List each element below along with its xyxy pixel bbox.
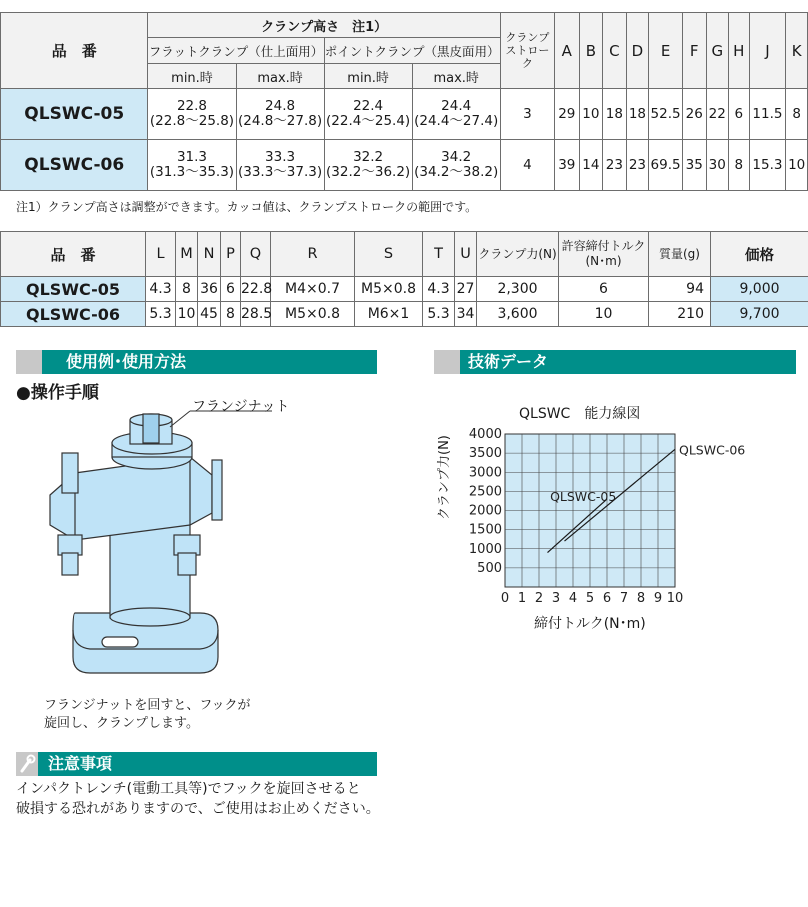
header-model: 品 番: [1, 13, 148, 89]
dim-cell: 52.5: [649, 89, 683, 140]
dim-cell: M5×0.8: [355, 277, 423, 302]
x-tick-label: 7: [619, 591, 629, 606]
value: 24.4: [441, 98, 472, 114]
chart-title: QLSWC 能力線図: [519, 406, 641, 422]
y-tick-label: 1000: [468, 541, 502, 557]
header-mass: 質量(g): [649, 232, 711, 277]
x-tick-label: 6: [602, 591, 612, 606]
mass-cell: 94: [649, 277, 711, 302]
force-cell: 3,600: [477, 302, 559, 327]
left-bolt-lower: [62, 553, 78, 575]
header-dim-b: B: [579, 13, 603, 89]
x-tick-label: 1: [517, 591, 527, 606]
y-tick-label: 4000: [468, 427, 502, 442]
value: 32.2: [353, 149, 384, 165]
dim-cell: 4.3: [423, 277, 455, 302]
dim-cell: 28.5: [241, 302, 271, 327]
model-cell: QLSWC-06: [1, 302, 146, 327]
flange-nut-callout: フランジナット: [192, 399, 290, 415]
table-row: [1, 302, 808, 327]
header-price: 価格: [711, 232, 808, 277]
dim-cell: 36: [198, 277, 221, 302]
wrench-icon: [18, 754, 36, 774]
x-tick-label: 2: [534, 591, 544, 606]
flange-nut-face: [143, 414, 159, 443]
stroke-cell: 3: [500, 89, 554, 140]
header-dim-d: D: [626, 13, 649, 89]
header-model: 品 番: [1, 232, 146, 277]
y-tick-label: 500: [477, 560, 502, 576]
header-torque: 許容締付トルク(N･m): [559, 232, 649, 277]
dim-cell: 11.5: [749, 89, 786, 140]
x-tick-label: 3: [551, 591, 561, 606]
price-cell: 9,000: [711, 277, 808, 302]
y-tick-label: 3500: [468, 446, 502, 462]
header-dim-r: R: [271, 232, 355, 277]
header-flat-min: min.時: [148, 64, 236, 89]
header-dim-p: P: [221, 232, 241, 277]
model-cell: QLSWC-05: [1, 277, 146, 302]
dim-cell: 30: [706, 140, 729, 191]
dim-cell: 23: [603, 140, 627, 191]
left-bolt: [62, 453, 78, 493]
point-max-cell: [412, 140, 500, 191]
header-dim-l: L: [146, 232, 176, 277]
dim-cell: 18: [626, 89, 649, 140]
stroke-cell: 4: [500, 140, 554, 191]
range: (31.3〜35.3): [149, 164, 235, 180]
right-nut: [174, 535, 200, 555]
flat-min-cell: [148, 89, 236, 140]
header-dim-t: T: [423, 232, 455, 277]
header-dim-k: K: [786, 13, 808, 89]
dim-cell: 15.3: [749, 140, 786, 191]
chart-xlabel: 締付トルク(N･m): [534, 616, 646, 632]
usage-section-bar: [16, 350, 377, 374]
flat-max-cell: [236, 140, 324, 191]
dim-cell: 22.8: [241, 277, 271, 302]
header-stroke: クランプストローク: [500, 13, 554, 89]
dim-cell: M4×0.7: [271, 277, 355, 302]
header-clamp-force: クランプ力(N): [477, 232, 559, 277]
caution-text: [16, 779, 380, 819]
dim-cell: 69.5: [649, 140, 683, 191]
dim-cell: 4.3: [146, 277, 176, 302]
capability-chart: [420, 420, 780, 640]
spec-table-dimensions: [0, 231, 808, 327]
dim-cell: 22: [706, 89, 729, 140]
dim-cell: 18: [603, 89, 627, 140]
value: 22.8: [176, 98, 208, 114]
header-point-min: min.時: [324, 64, 412, 89]
tech-section-title: 技術データ: [468, 352, 549, 371]
dim-cell: 39: [555, 140, 580, 191]
y-tick-label: 2000: [468, 503, 502, 519]
dim-cell: M6×1: [355, 302, 423, 327]
range: (33.3〜37.3): [237, 164, 323, 180]
x-tick-label: 8: [636, 591, 646, 606]
y-tick-label: 3000: [468, 465, 502, 481]
x-tick-label: 0: [500, 591, 510, 606]
dim-cell: 45: [198, 302, 221, 327]
usage-caption-line2: 旋回し、クランプします。: [44, 716, 199, 731]
series-label: QLSWC-06: [679, 442, 746, 458]
left-nut: [58, 535, 82, 555]
dim-cell: M5×0.8: [271, 302, 355, 327]
header-dim-s: S: [355, 232, 423, 277]
range: (34.2〜38.2): [414, 164, 499, 180]
range: (24.8〜27.8): [237, 113, 323, 129]
mass-cell: 210: [649, 302, 711, 327]
model-cell: QLSWC-06: [1, 140, 148, 191]
torque-cell: 6: [559, 277, 649, 302]
flat-min-cell: [148, 140, 236, 191]
header-dim-u: U: [455, 232, 477, 277]
model-cell: QLSWC-05: [1, 89, 148, 140]
usage-caption-line1: フランジナットを回すと、フックが: [44, 698, 251, 713]
torque-cell: 10: [559, 302, 649, 327]
header-dim-q: Q: [241, 232, 271, 277]
force-cell: 2,300: [477, 277, 559, 302]
dim-cell: 26: [682, 89, 706, 140]
header-dim-g: G: [706, 13, 729, 89]
caution-line2: 破損する恐れがありますので、ご使用はお止めください。: [16, 801, 380, 817]
header-point-max: max.時: [412, 64, 500, 89]
header-dim-m: M: [176, 232, 198, 277]
header-flat-clamp: フラットクランプ（仕上面用）: [148, 38, 324, 64]
right-pin: [212, 460, 222, 520]
dim-cell: 8: [786, 89, 808, 140]
table-row: [1, 140, 808, 191]
range: (22.8〜25.8): [149, 113, 235, 129]
base-slot: [102, 637, 138, 647]
header-dim-e: E: [649, 13, 683, 89]
dim-cell: 8: [729, 140, 749, 191]
point-min-cell: [324, 89, 412, 140]
dim-cell: 5.3: [423, 302, 455, 327]
range: (22.4〜25.4): [326, 113, 411, 129]
bar-accent: [16, 350, 42, 374]
dim-cell: 8: [221, 302, 241, 327]
value: 31.3: [176, 149, 208, 165]
value: 34.2: [441, 149, 472, 165]
spec-table-height: [0, 12, 808, 191]
dim-cell: 10: [579, 89, 603, 140]
dim-cell: 6: [221, 277, 241, 302]
dim-cell: 29: [555, 89, 580, 140]
price-cell: 9,700: [711, 302, 808, 327]
header-dim-n: N: [198, 232, 221, 277]
caution-section-bar: [16, 752, 377, 776]
callout-leader: [170, 411, 190, 427]
operation-subtitle: ●操作手順: [16, 383, 99, 403]
usage-section-title: 使用例･使用方法: [66, 352, 187, 371]
point-max-cell: [412, 89, 500, 140]
range: (32.2〜36.2): [326, 164, 411, 180]
x-tick-label: 10: [666, 591, 684, 606]
header-flat-max: max.時: [236, 64, 324, 89]
dim-cell: 10: [786, 140, 808, 191]
header-clamp-height: クランプ高さ 注1）: [148, 13, 500, 38]
bar-accent: [434, 350, 460, 374]
header-dim-c: C: [603, 13, 627, 89]
dim-cell: 34: [455, 302, 477, 327]
caution-line1: インパクトレンチ(電動工具等)でフックを旋回させると: [16, 781, 361, 797]
clamp-illustration: [40, 395, 280, 685]
y-tick-label: 1500: [468, 522, 502, 538]
header-point-clamp: ポイントクランプ（黒皮面用）: [324, 38, 500, 64]
y-tick-label: 2500: [468, 484, 502, 500]
flat-max-cell: [236, 89, 324, 140]
header-dim-f: F: [682, 13, 706, 89]
x-tick-label: 9: [653, 591, 663, 606]
body-bottom: [110, 608, 190, 626]
dim-cell: 6: [729, 89, 749, 140]
x-tick-label: 5: [585, 591, 595, 606]
right-bolt-lower: [178, 553, 196, 575]
range: (24.4〜27.4): [414, 113, 499, 129]
table-row: [1, 89, 808, 140]
height-note: 注1）クランプ高さは調整ができます。カッコ値は、クランプストロークの範囲です。: [16, 200, 478, 214]
value: 33.3: [265, 149, 296, 165]
header-dim-a: A: [555, 13, 580, 89]
dim-cell: 8: [176, 277, 198, 302]
dim-cell: 5.3: [146, 302, 176, 327]
value: 24.8: [265, 98, 296, 114]
header-dim-j: J: [749, 13, 786, 89]
caution-section-title: 注意事項: [48, 754, 113, 773]
usage-caption: [44, 697, 251, 733]
header-dim-h: H: [729, 13, 749, 89]
value: 22.4: [353, 98, 384, 114]
dim-cell: 10: [176, 302, 198, 327]
dim-cell: 35: [682, 140, 706, 191]
tech-section-bar: [434, 350, 796, 374]
table-row: [1, 277, 808, 302]
point-min-cell: [324, 140, 412, 191]
chart-ylabel: クランプ力(N): [437, 435, 452, 520]
x-tick-label: 4: [568, 591, 578, 606]
dim-cell: 27: [455, 277, 477, 302]
dim-cell: 14: [579, 140, 603, 191]
series-label: QLSWC-05: [550, 488, 617, 504]
dim-cell: 23: [626, 140, 649, 191]
